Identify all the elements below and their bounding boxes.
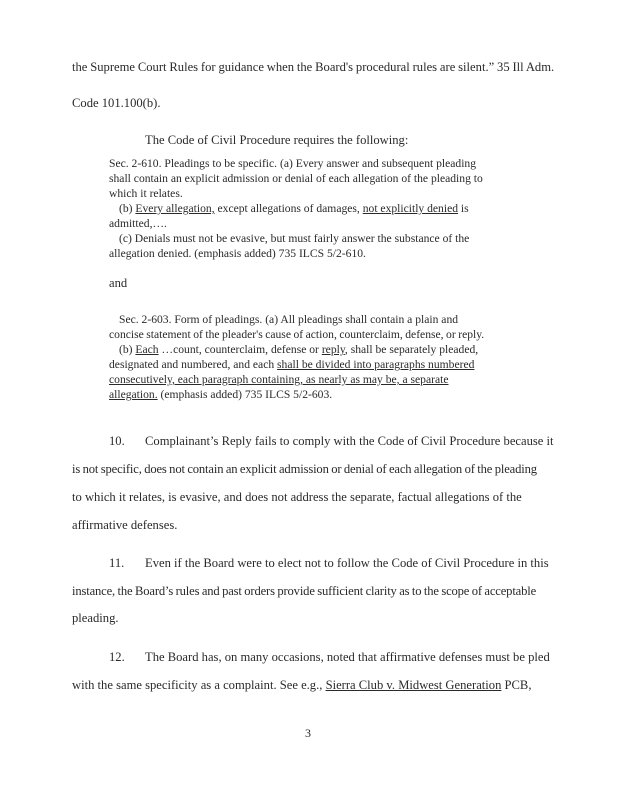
text: (emphasis added) 735 ILCS 5/2-603. [157,388,333,401]
paragraph-line: affirmative defenses. [72,518,178,532]
text: with the same specificity as a complaint. See e.g., [72,678,326,692]
emphasis-divided-into-paragraphs: shall be divided into paragraphs numbered [277,358,475,371]
text: is [458,202,469,215]
quote1-line-4 [119,203,469,215]
intro-line-2: Code 101.100(b). [72,96,161,110]
emphasis-every-allegation: Every allegation, [135,202,215,215]
text: PCB, [501,678,532,692]
paragraph-number: 11. [109,556,125,570]
text: except allegations of damages, [214,202,363,215]
quote1-line-6: (c) Denials must not be evasive, but must fairly answer the substance of the [119,232,470,245]
paragraph-line: The Board has, on many occasions, noted that affirmative defenses must be pled [145,650,550,664]
text: …count, counterclaim, defense or [158,343,322,356]
paragraph-line: pleading. [72,611,119,625]
emphasis-reply: reply [321,343,345,356]
paragraph-line: instance, the Board’s rules and past orders provide sufficient clarity as to the scope of acceptable [72,584,537,598]
quote1-line-7: allegation denied. (emphasis added) 735 ILCS 5/2-610. [109,247,366,260]
emphasis-not-explicitly-denied: not explicitly denied [362,202,459,215]
quote2-line-6 [109,389,332,401]
paragraph-number: 10. [109,434,125,448]
text: , shall be separately pleaded, [344,343,479,356]
text: (b) [119,343,136,356]
paragraph-number: 12. [109,650,125,664]
paragraph-line [72,679,531,692]
quote1-line-5: admitted,…. [109,217,167,230]
emphasis-consecutively: consecutively, each paragraph containing, as nearly as may be, a separate [109,373,449,386]
case-citation: Sierra Club v. Midwest Generation [325,678,502,692]
paragraph-line: is not specific, does not contain an explicit admission or denial of each allegation of the pleading [72,462,537,476]
quote2-line-4 [109,359,474,371]
quote2-line-1: Sec. 2-603. Form of pleadings. (a) All pleadings shall contain a plain and [119,313,459,326]
emphasis-each: Each [135,343,159,356]
intro-line-1: the Supreme Court Rules for guidance when the Board's procedural rules are silent.” 35 Ill Adm. [72,60,555,74]
quote2-line-2: concise statement of the pleader's cause of action, counterclaim, defense, or reply. [109,328,485,341]
lead-sentence: The Code of Civil Procedure requires the following: [145,133,409,147]
quote1-line-1: Sec. 2-610. Pleadings to be specific. (a) Every answer and subsequent pleading [109,157,477,170]
quote2-line-5 [109,374,449,386]
quote2-line-3 [119,344,478,356]
quote1-line-2: shall contain an explicit admission or denial of each allegation of the pleading to [109,172,483,185]
text: designated and numbered, and each [109,358,278,371]
connector-and: and [109,276,128,290]
emphasis-allegation: allegation. [109,388,158,401]
paragraph-line: to which it relates, is evasive, and does not address the separate, factual allegations of the [72,490,522,504]
quote1-line-3: which it relates. [109,187,183,200]
paragraph-line: Even if the Board were to elect not to follow the Code of Civil Procedure in this [145,556,549,570]
page-number: 3 [305,726,311,740]
text: (b) [119,202,136,215]
paragraph-line: Complainant’s Reply fails to comply with the Code of Civil Procedure because it [145,434,554,448]
